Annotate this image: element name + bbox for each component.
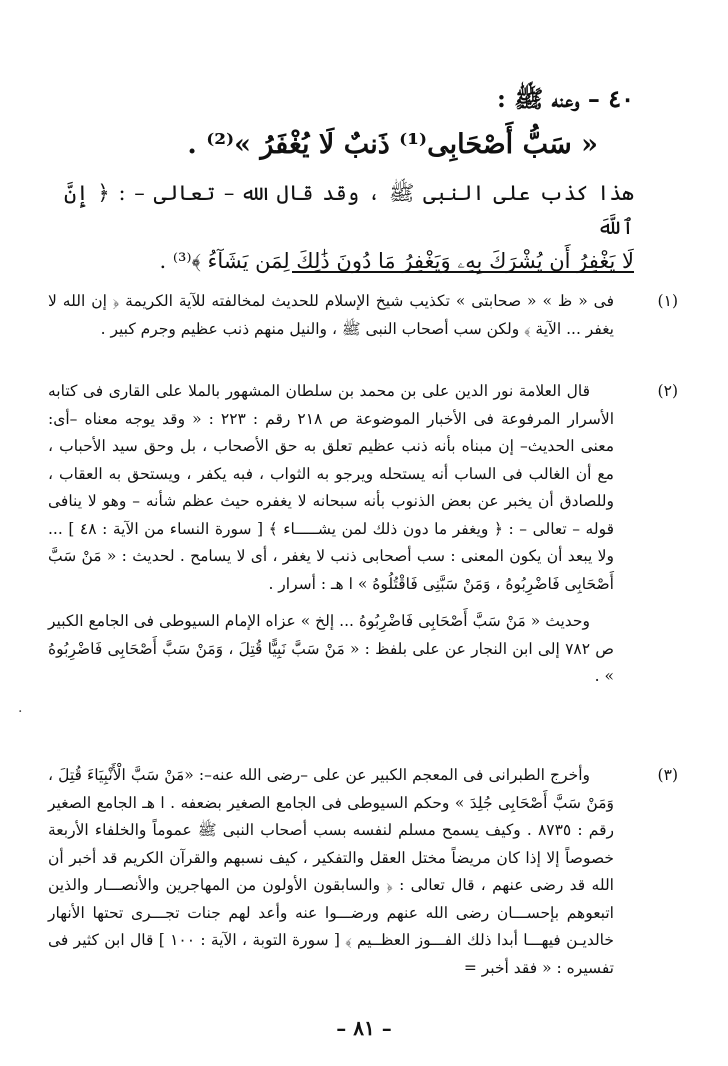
footnote-separator xyxy=(292,271,634,273)
hadith-text: « سَبُّ أَصْحَابِى⁽¹⁾ ذَنبٌ لَا يُغْفَرُ »⁽²⁾ . xyxy=(187,129,598,160)
footnote-paragraph: قال العلامة نور الدين على بن محمد بن سلطان المشهور بالملا على القارى فى كتابه الأسرار المرفوعة فى الأخبار الموضوعة ص ٢١٨ رقم : ٢٢٣ : « وقد يوجه معناه –أى: معنى الحديث– إن مبناه بأنه ذنب عظيم تعلق به حق الأصحاب ، بل وحق سيد الأحباب ، مع أن الغالب فى الساب أنه يستحله ويرجو به الثواب ، فبه يكفر ، ويستحق به العقاب ، وللصادق أن يخبر عن بعض الذنوب بأنه سبحانه لا يغفره حيث عظم شأنه – وهو لا ينافى قوله – تعالى – : ﴿ ويغفر ما دون ذلك لمن يشـــــاء ﴾ [ سورة النساء من الآية : ٤٨ ] ... ولا يبعد أن يكون المعنى : سب أصحابى ذنب لا يغفر ، أى لا يسامح . لحديث : « مَنْ سَبَّ أَصْحَابِى فَاضْرِبُوهُ ، وَمَنْ سَبَّنِى فَاقْتُلُوهُ » ا هـ : أسرار . xyxy=(48,382,614,593)
footnote-number: (٣) xyxy=(657,766,678,784)
margin-mark: . xyxy=(18,700,23,716)
commentary-line: لَا يَغْفِرُ أَن يُشْرَكَ بِهِۦ وَيَغْفِرُ مَا دُونَ ذَٰلِكَ لِمَن يَشَآءُ ﴾⁽³⁾ . xyxy=(159,249,634,273)
footnote-number: (٢) xyxy=(657,382,678,400)
footnote-number: (١) xyxy=(657,292,678,310)
footnote-body xyxy=(48,288,614,343)
page-number: – ٨١ – xyxy=(336,1016,392,1040)
footnote-paragraph: فى « ظ » « صحابتى » تكذيب شيخ الإسلام للحديث لمخالفته للآية الكريمة ﴿ إن الله لا يغفر ... الآية ﴾ ولكن سب أصحاب النبى ﷺ ، والنيل منهم ذنب عظيم وجرم كبير . xyxy=(48,292,614,338)
commentary xyxy=(64,176,634,278)
footnote-body xyxy=(48,762,614,982)
footnote-1 xyxy=(48,288,678,343)
footnote-3 xyxy=(48,762,678,982)
commentary-line: هذا كذب على النبى ﷺ ، وقد قال الله – تعالى – : ﴿ إِنَّ ٱللَّهَ xyxy=(64,181,634,239)
footnote-2 xyxy=(48,378,678,691)
footnote-paragraph: وحديث « مَنْ سَبَّ أَصْحَابِى فَاضْرِبُوهُ ... إلخ » عزاه الإمام السيوطى فى الجامع الكبير ص ٧٨٢ إلى ابن النجار عن على بلفظ : « مَنْ سَبَّ نَبِيًّا قُتِلَ ، وَمَنْ سَبَّ أَصْحَابِى فَاضْرِبُوهُ » . xyxy=(48,612,615,685)
hadith-heading: ٤٠ – وعنه ﷺ : xyxy=(497,84,634,113)
footnote-body xyxy=(48,378,614,691)
footnote-paragraph: وأخرج الطبرانى فى المعجم الكبير عن على –رضى الله عنه–: «مَنْ سَبَّ الْأَنْبِيَاءَ قُتِلَ ، وَمَنْ سَبَّ أَصْحَابِى جُلِدَ » وحكم السيوطى فى الجامع الصغير بضعفه . ا هـ الجامع الصغير رقم : ٨٧٣٥ . وكيف يسمح مسلم لنفسه بسب أصحاب النبى ﷺ عموماً والخلفاء الأربعة خصوصاً إلا إذا كان مريضاً مختل العقل والتفكير ، كيف نسبهم والقرآن الكريم قد أخبر أن الله قد رضى عنهم ، قال تعالى : ﴿ والسابقون الأولون من المهاجرين والأنصـــار والذين اتبعوهم بإحســـان رضى الله عنهم ورضـــوا عنه وأعد لهم جنات تجـــرى تحتها الأنهار خالديـن فيهـــا أبدا ذلك الفـــوز العظــيم ﴾ [ سورة التوبة ، الآية : ١٠٠ ] قال ابن كثير فى تفسيره : « فقد أخبر = xyxy=(48,766,614,977)
